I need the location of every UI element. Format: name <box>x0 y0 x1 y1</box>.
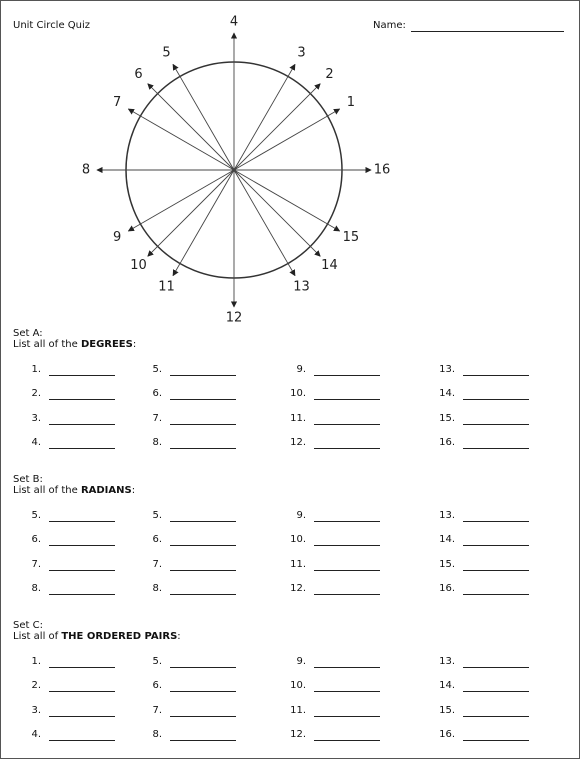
answer-blank-line[interactable] <box>49 691 115 692</box>
answer-item <box>31 388 115 402</box>
answer-item <box>290 388 380 402</box>
ray-label-4: 4 <box>229 14 239 30</box>
answer-number: 10. <box>290 680 306 691</box>
answer-number: 7. <box>152 705 162 716</box>
answer-blank-line[interactable] <box>49 375 115 376</box>
answer-item <box>31 413 115 427</box>
answer-blank-line[interactable] <box>49 521 115 522</box>
ray-spoke-6 <box>159 95 234 170</box>
answer-number: 9. <box>296 364 306 375</box>
answer-blank-line[interactable] <box>463 594 529 595</box>
answer-number: 13. <box>439 364 455 375</box>
answer-blank-line[interactable] <box>170 375 236 376</box>
answer-blank-line[interactable] <box>463 570 529 571</box>
answer-blank-line[interactable] <box>314 521 380 522</box>
name-label: Name: <box>373 20 406 31</box>
instruction-suffix: : <box>131 485 136 496</box>
ray-arrow-1 <box>326 109 340 117</box>
answer-item <box>439 729 529 743</box>
answer-blank-line[interactable] <box>463 448 529 449</box>
answer-blank-line[interactable] <box>314 594 380 595</box>
ray-arrow-14 <box>309 245 320 256</box>
instruction-keyword: THE ORDERED PAIRS <box>61 631 178 642</box>
answer-blank-line[interactable] <box>463 667 529 668</box>
answer-item <box>31 680 115 694</box>
answer-item <box>152 559 236 573</box>
answer-number: 7. <box>152 413 162 424</box>
unit-circle-diagram <box>1 1 580 331</box>
answer-item <box>439 583 529 597</box>
answer-blank-line[interactable] <box>49 448 115 449</box>
answer-number: 4. <box>31 729 41 740</box>
answer-blank-line[interactable] <box>314 667 380 668</box>
answer-item <box>31 437 115 451</box>
answer-number: 16. <box>439 729 455 740</box>
answer-number: 6. <box>152 388 162 399</box>
answer-number: 11. <box>290 705 306 716</box>
answer-item <box>152 680 236 694</box>
ray-label-13: 13 <box>293 279 310 295</box>
answer-number: 9. <box>296 656 306 667</box>
ray-spoke-14 <box>234 170 309 245</box>
answer-number: 14. <box>439 388 455 399</box>
answer-blank-line[interactable] <box>49 399 115 400</box>
answer-blank-line[interactable] <box>463 740 529 741</box>
answer-number: 5. <box>152 656 162 667</box>
answer-item <box>439 437 529 451</box>
ray-spoke-9 <box>142 170 234 223</box>
answer-blank-line[interactable] <box>314 740 380 741</box>
answer-number: 16. <box>439 583 455 594</box>
answer-item <box>152 388 236 402</box>
answer-number: 6. <box>152 680 162 691</box>
answer-number: 11. <box>290 559 306 570</box>
answer-item <box>152 705 236 719</box>
ray-spoke-1 <box>234 117 326 170</box>
answer-item <box>290 680 380 694</box>
answer-item <box>290 534 380 548</box>
ray-spoke-2 <box>234 95 309 170</box>
ray-spoke-10 <box>159 170 234 245</box>
instruction-suffix: : <box>177 631 181 642</box>
answer-blank-line[interactable] <box>49 424 115 425</box>
answer-number: 5. <box>152 510 162 521</box>
answer-item <box>290 729 380 743</box>
section-title: Set C: <box>13 620 43 631</box>
answer-blank-line[interactable] <box>170 545 236 546</box>
ray-label-2: 2 <box>325 67 334 83</box>
instruction-keyword: DEGREES <box>80 339 133 350</box>
answer-blank-line[interactable] <box>314 716 380 717</box>
answer-item <box>439 364 529 378</box>
answer-blank-line[interactable] <box>170 594 236 595</box>
answer-number: 15. <box>439 559 455 570</box>
ray-label-9: 9 <box>112 230 122 245</box>
ray-label-10: 10 <box>130 257 147 273</box>
answer-item <box>296 364 380 378</box>
instruction-keyword: RADIANS <box>80 485 132 496</box>
answer-blank-line[interactable] <box>170 740 236 741</box>
answer-item <box>296 510 380 524</box>
instruction-prefix: List all of <box>13 631 62 642</box>
answer-number: 12. <box>290 583 306 594</box>
answer-number: 6. <box>152 534 162 545</box>
ray-arrow-9 <box>128 223 142 231</box>
answer-number: 12. <box>290 437 306 448</box>
answer-number: 8. <box>152 583 162 594</box>
answer-number: 15. <box>439 413 455 424</box>
answer-number: 7. <box>31 559 41 570</box>
answer-blank-line[interactable] <box>170 667 236 668</box>
answer-item <box>439 510 529 524</box>
answer-blank-line[interactable] <box>170 448 236 449</box>
answer-number: 6. <box>31 534 41 545</box>
answer-blank-line[interactable] <box>49 716 115 717</box>
answer-blank-line[interactable] <box>314 570 380 571</box>
answer-number: 10. <box>290 534 306 545</box>
answer-item <box>31 729 115 743</box>
answer-blank-line[interactable] <box>170 424 236 425</box>
ray-label-11: 11 <box>158 279 175 295</box>
answer-number: 13. <box>439 510 455 521</box>
answer-item <box>439 705 529 719</box>
answer-item <box>439 680 529 694</box>
answer-number: 8. <box>152 437 162 448</box>
answer-number: 3. <box>31 413 41 424</box>
answer-number: 1. <box>31 364 41 375</box>
answer-item <box>290 705 380 719</box>
answer-item <box>296 656 380 670</box>
answer-blank-line[interactable] <box>463 424 529 425</box>
ray-arrow-6 <box>148 84 159 95</box>
answer-blank-line[interactable] <box>170 399 236 400</box>
ray-arrow-11 <box>173 262 181 276</box>
ray-arrow-5 <box>173 64 181 78</box>
answer-number: 1. <box>31 656 41 667</box>
answer-item <box>290 413 380 427</box>
answer-item <box>31 583 115 597</box>
ray-label-5: 5 <box>162 45 171 61</box>
answer-blank-line[interactable] <box>463 716 529 717</box>
ray-arrow-3 <box>287 64 295 78</box>
ray-spoke-3 <box>234 78 287 170</box>
answer-item <box>152 534 236 548</box>
answer-item <box>439 413 529 427</box>
answer-item <box>31 559 115 573</box>
answer-item <box>290 437 380 451</box>
answer-number: 7. <box>152 559 162 570</box>
section-title: Set B: <box>13 474 43 485</box>
answer-blank-line[interactable] <box>49 545 115 546</box>
ray-arrow-2 <box>309 84 320 95</box>
answer-number: 2. <box>31 388 41 399</box>
answer-number: 8. <box>31 583 41 594</box>
answer-item <box>152 364 236 378</box>
answer-item <box>439 656 529 670</box>
ray-spoke-7 <box>142 117 234 170</box>
answer-blank-line[interactable] <box>463 545 529 546</box>
answer-blank-line[interactable] <box>463 521 529 522</box>
answer-number: 12. <box>290 729 306 740</box>
ray-label-6: 6 <box>134 67 143 83</box>
answer-item <box>31 534 115 548</box>
answer-blank-line[interactable] <box>314 691 380 692</box>
ray-label-12: 12 <box>225 310 243 326</box>
answer-blank-line[interactable] <box>170 570 236 571</box>
answer-item <box>290 583 380 597</box>
ray-label-7: 7 <box>112 95 122 110</box>
answer-blank-line[interactable] <box>314 448 380 449</box>
answer-blank-line[interactable] <box>49 594 115 595</box>
answer-item <box>152 583 236 597</box>
worksheet-title: Unit Circle Quiz <box>13 20 91 31</box>
answer-number: 13. <box>439 656 455 667</box>
answer-blank-line[interactable] <box>463 375 529 376</box>
answer-number: 14. <box>439 534 455 545</box>
answer-number: 10. <box>290 388 306 399</box>
answer-item <box>152 656 236 670</box>
answer-blank-line[interactable] <box>49 740 115 741</box>
ray-label-14: 14 <box>321 257 338 273</box>
ray-label-1: 1 <box>346 95 356 110</box>
answer-item <box>152 437 236 451</box>
answer-blank-line[interactable] <box>170 691 236 692</box>
ray-arrow-7 <box>128 109 142 117</box>
answer-item <box>152 413 236 427</box>
answer-item <box>31 705 115 719</box>
answer-number: 3. <box>31 705 41 716</box>
answer-item <box>31 364 115 378</box>
instruction-suffix: : <box>132 339 137 350</box>
answer-number: 16. <box>439 437 455 448</box>
answer-item <box>152 510 236 524</box>
ray-spoke-15 <box>234 170 326 223</box>
answer-number: 5. <box>152 364 162 375</box>
instruction-prefix: List all of the <box>13 485 81 496</box>
answer-item <box>439 534 529 548</box>
instruction-prefix: List all of the <box>13 339 81 350</box>
ray-label-16: 16 <box>373 162 391 178</box>
answer-item <box>290 559 380 573</box>
section-instruction <box>13 631 181 642</box>
ray-arrow-10 <box>148 245 159 256</box>
ray-arrow-13 <box>287 262 295 276</box>
ray-spoke-11 <box>181 170 234 262</box>
answer-number: 11. <box>290 413 306 424</box>
answer-number: 4. <box>31 437 41 448</box>
ray-spoke-13 <box>234 170 287 262</box>
section-instruction <box>13 485 135 496</box>
answer-number: 9. <box>296 510 306 521</box>
answer-blank-line[interactable] <box>170 716 236 717</box>
answer-blank-line[interactable] <box>49 667 115 668</box>
answer-number: 14. <box>439 680 455 691</box>
ray-label-15: 15 <box>342 230 360 245</box>
ray-label-8: 8 <box>81 162 91 178</box>
answer-blank-line[interactable] <box>314 375 380 376</box>
answer-blank-line[interactable] <box>463 399 529 400</box>
answer-blank-line[interactable] <box>49 570 115 571</box>
answer-blank-line[interactable] <box>314 545 380 546</box>
ray-arrow-15 <box>326 223 340 231</box>
answer-item <box>152 729 236 743</box>
answer-item <box>31 656 115 670</box>
answer-blank-line[interactable] <box>314 399 380 400</box>
answer-item <box>31 510 115 524</box>
section-title: Set A: <box>13 328 43 339</box>
answer-blank-line[interactable] <box>170 521 236 522</box>
ray-spoke-5 <box>181 78 234 170</box>
answer-item <box>439 388 529 402</box>
answer-item <box>439 559 529 573</box>
ray-label-3: 3 <box>297 45 306 61</box>
answer-blank-line[interactable] <box>463 691 529 692</box>
answer-number: 5. <box>31 510 41 521</box>
section-instruction <box>13 339 136 350</box>
answer-number: 2. <box>31 680 41 691</box>
answer-number: 15. <box>439 705 455 716</box>
answer-blank-line[interactable] <box>314 424 380 425</box>
answer-number: 8. <box>152 729 162 740</box>
